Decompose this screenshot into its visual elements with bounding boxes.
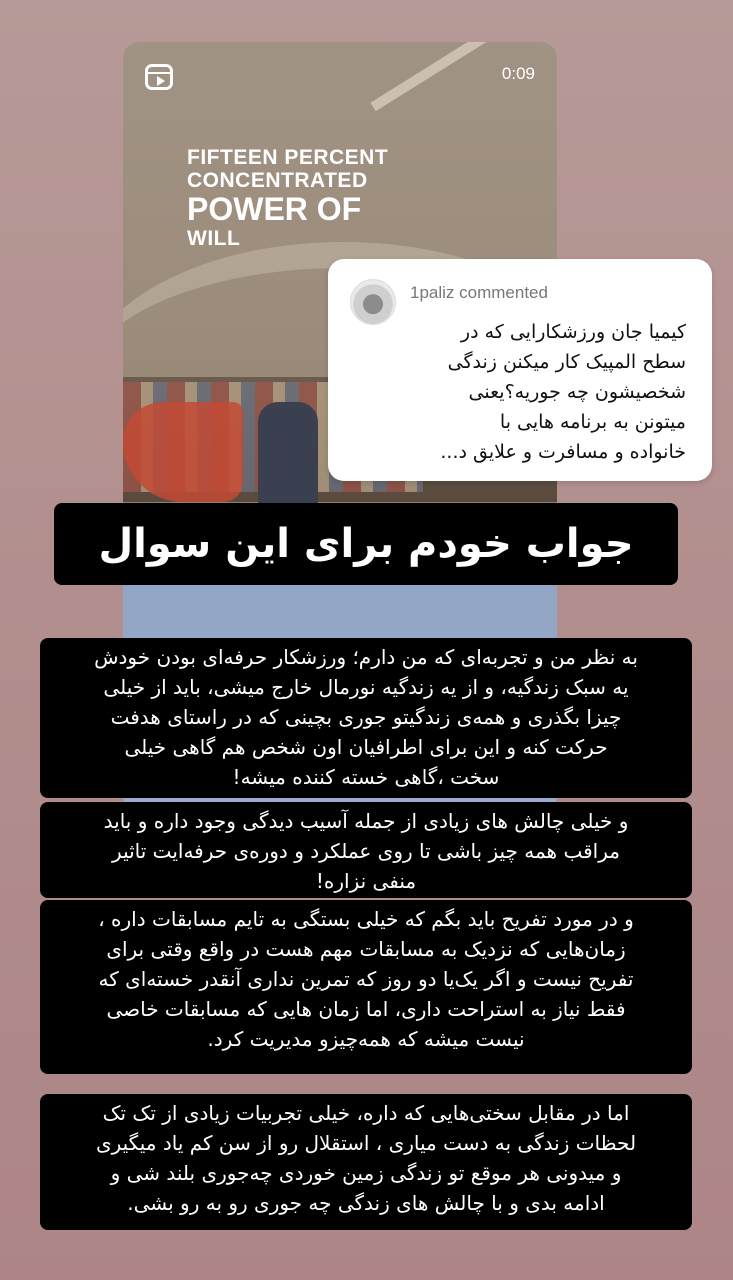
comment-text: کیمیا جان ورزشکارایی که در سطح المپیک کار میکنن زندگی شخصیشون چه جوریه؟یعنی میتونن به برنامه هایی با خانواده و مسافرت و علایق د... xyxy=(440,321,686,463)
overlay-line: POWER OF xyxy=(187,191,362,228)
overlay-line: CONCENTRATED xyxy=(187,169,368,193)
answer-paragraph: و خیلی چالش های زیادی از جمله آسیب دیدگی وجود داره و باید مراقب همه چیز باشی تا روی عملکرد و دوره‌ی حرفه‌ایت تاثیر منفی نزاره! xyxy=(40,802,692,898)
comment-username: 1paliz commented xyxy=(410,283,548,302)
reels-icon xyxy=(145,64,173,90)
reel-overlay-text xyxy=(187,146,388,250)
answer-paragraph: و در مورد تفریح باید بگم که خیلی بستگی به تایم مسابقات داره ، زمان‌هایی که نزدیک به مسابقات مهم هست در واقع وقتی برای تفریح نیست و اگر یک‌یا دو روز که تمرین نداری آنقدر خسته‌ای که فقط نیاز به استراحت داری، اما زمان هایی که مسابقات خاصی نیست میشه که همه‌چیزو مدیریت کرد. xyxy=(40,900,692,1074)
video-timer: 0:09 xyxy=(501,64,535,83)
comment-sticker[interactable] xyxy=(328,259,712,481)
answer-headline: جواب خودم برای این سوال xyxy=(54,503,678,585)
overlay-line: FIFTEEN PERCENT xyxy=(187,146,389,169)
overlay-line: WILL xyxy=(187,227,241,251)
answer-paragraph: اما در مقابل سختی‌هایی که داره، خیلی تجربیات زیادی از تک تک لحظات زندگی به دست میاری ، استقلال رو از سن کم یاد میگیری و میدونی هر موقع تو زندگی زمین خوردی چه‌جوری بلند شی و ادامه بدی و با چالش های زندگی چه جوری رو به رو بشی. xyxy=(40,1094,692,1230)
answer-paragraph: به نظر من و تجربه‌ای که من دارم؛ ورزشکار حرفه‌ای بودن خودش یه سبک زندگیه، و از یه زندگیه نورمال خارج میشی، باید از خیلی چیزا بگذری و همه‌ی زندگیتو جوری بچینی که در راستای هدفت حرکت کنه و این برای اطرافیان اون شخص هم گاهی خیلی سخت ،گاهی خسته کننده میشه! xyxy=(40,638,692,798)
